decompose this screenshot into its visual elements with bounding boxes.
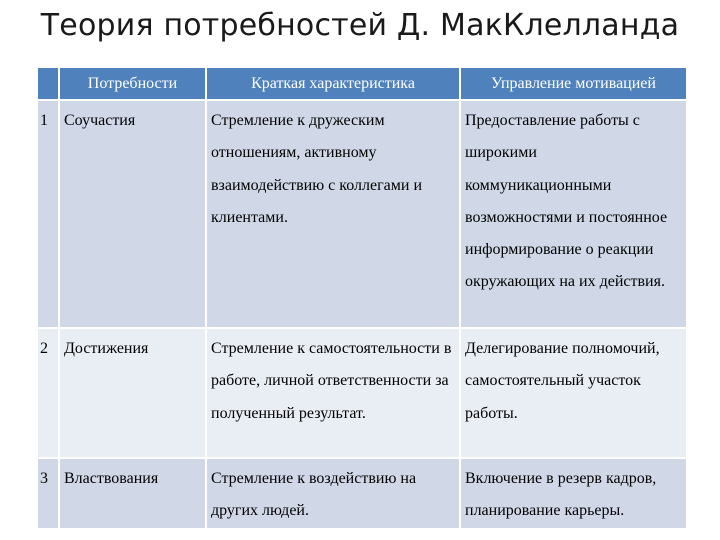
need-description: Стремление к дружеским отношениям, активному взаимодействию с коллегами и клиентами. <box>206 100 460 328</box>
needs-table <box>38 68 686 528</box>
header-description: Краткая характеристика <box>206 68 460 100</box>
header-management: Управление мотивацией <box>460 68 686 100</box>
table-header-row <box>38 68 686 100</box>
need-name: Властвования <box>59 458 206 528</box>
need-name: Соучастия <box>59 100 206 328</box>
need-description: Стремление к самостоятельности в работе, личной ответственности за полученный результат. <box>206 328 460 458</box>
table-row <box>38 458 686 528</box>
row-number: 1 <box>38 100 59 328</box>
need-description: Стремление к воздействию на других людей. <box>206 458 460 528</box>
motivation-management: Предоставление работы с широкими коммуникационными возможностями и постоянное информирование о реакции окружающих на их действия. <box>460 100 686 328</box>
table-row <box>38 328 686 458</box>
row-number: 3 <box>38 458 59 528</box>
header-number <box>38 68 59 100</box>
row-number: 2 <box>38 328 59 458</box>
need-name: Достижения <box>59 328 206 458</box>
motivation-management: Делегирование полномочий, самостоятельный участок работы. <box>460 328 686 458</box>
header-needs: Потребности <box>59 68 206 100</box>
slide-title: Теория потребностей Д. МакКлелланда <box>40 8 680 43</box>
table-row <box>38 100 686 328</box>
motivation-management: Включение в резерв кадров, планирование карьеры. <box>460 458 686 528</box>
